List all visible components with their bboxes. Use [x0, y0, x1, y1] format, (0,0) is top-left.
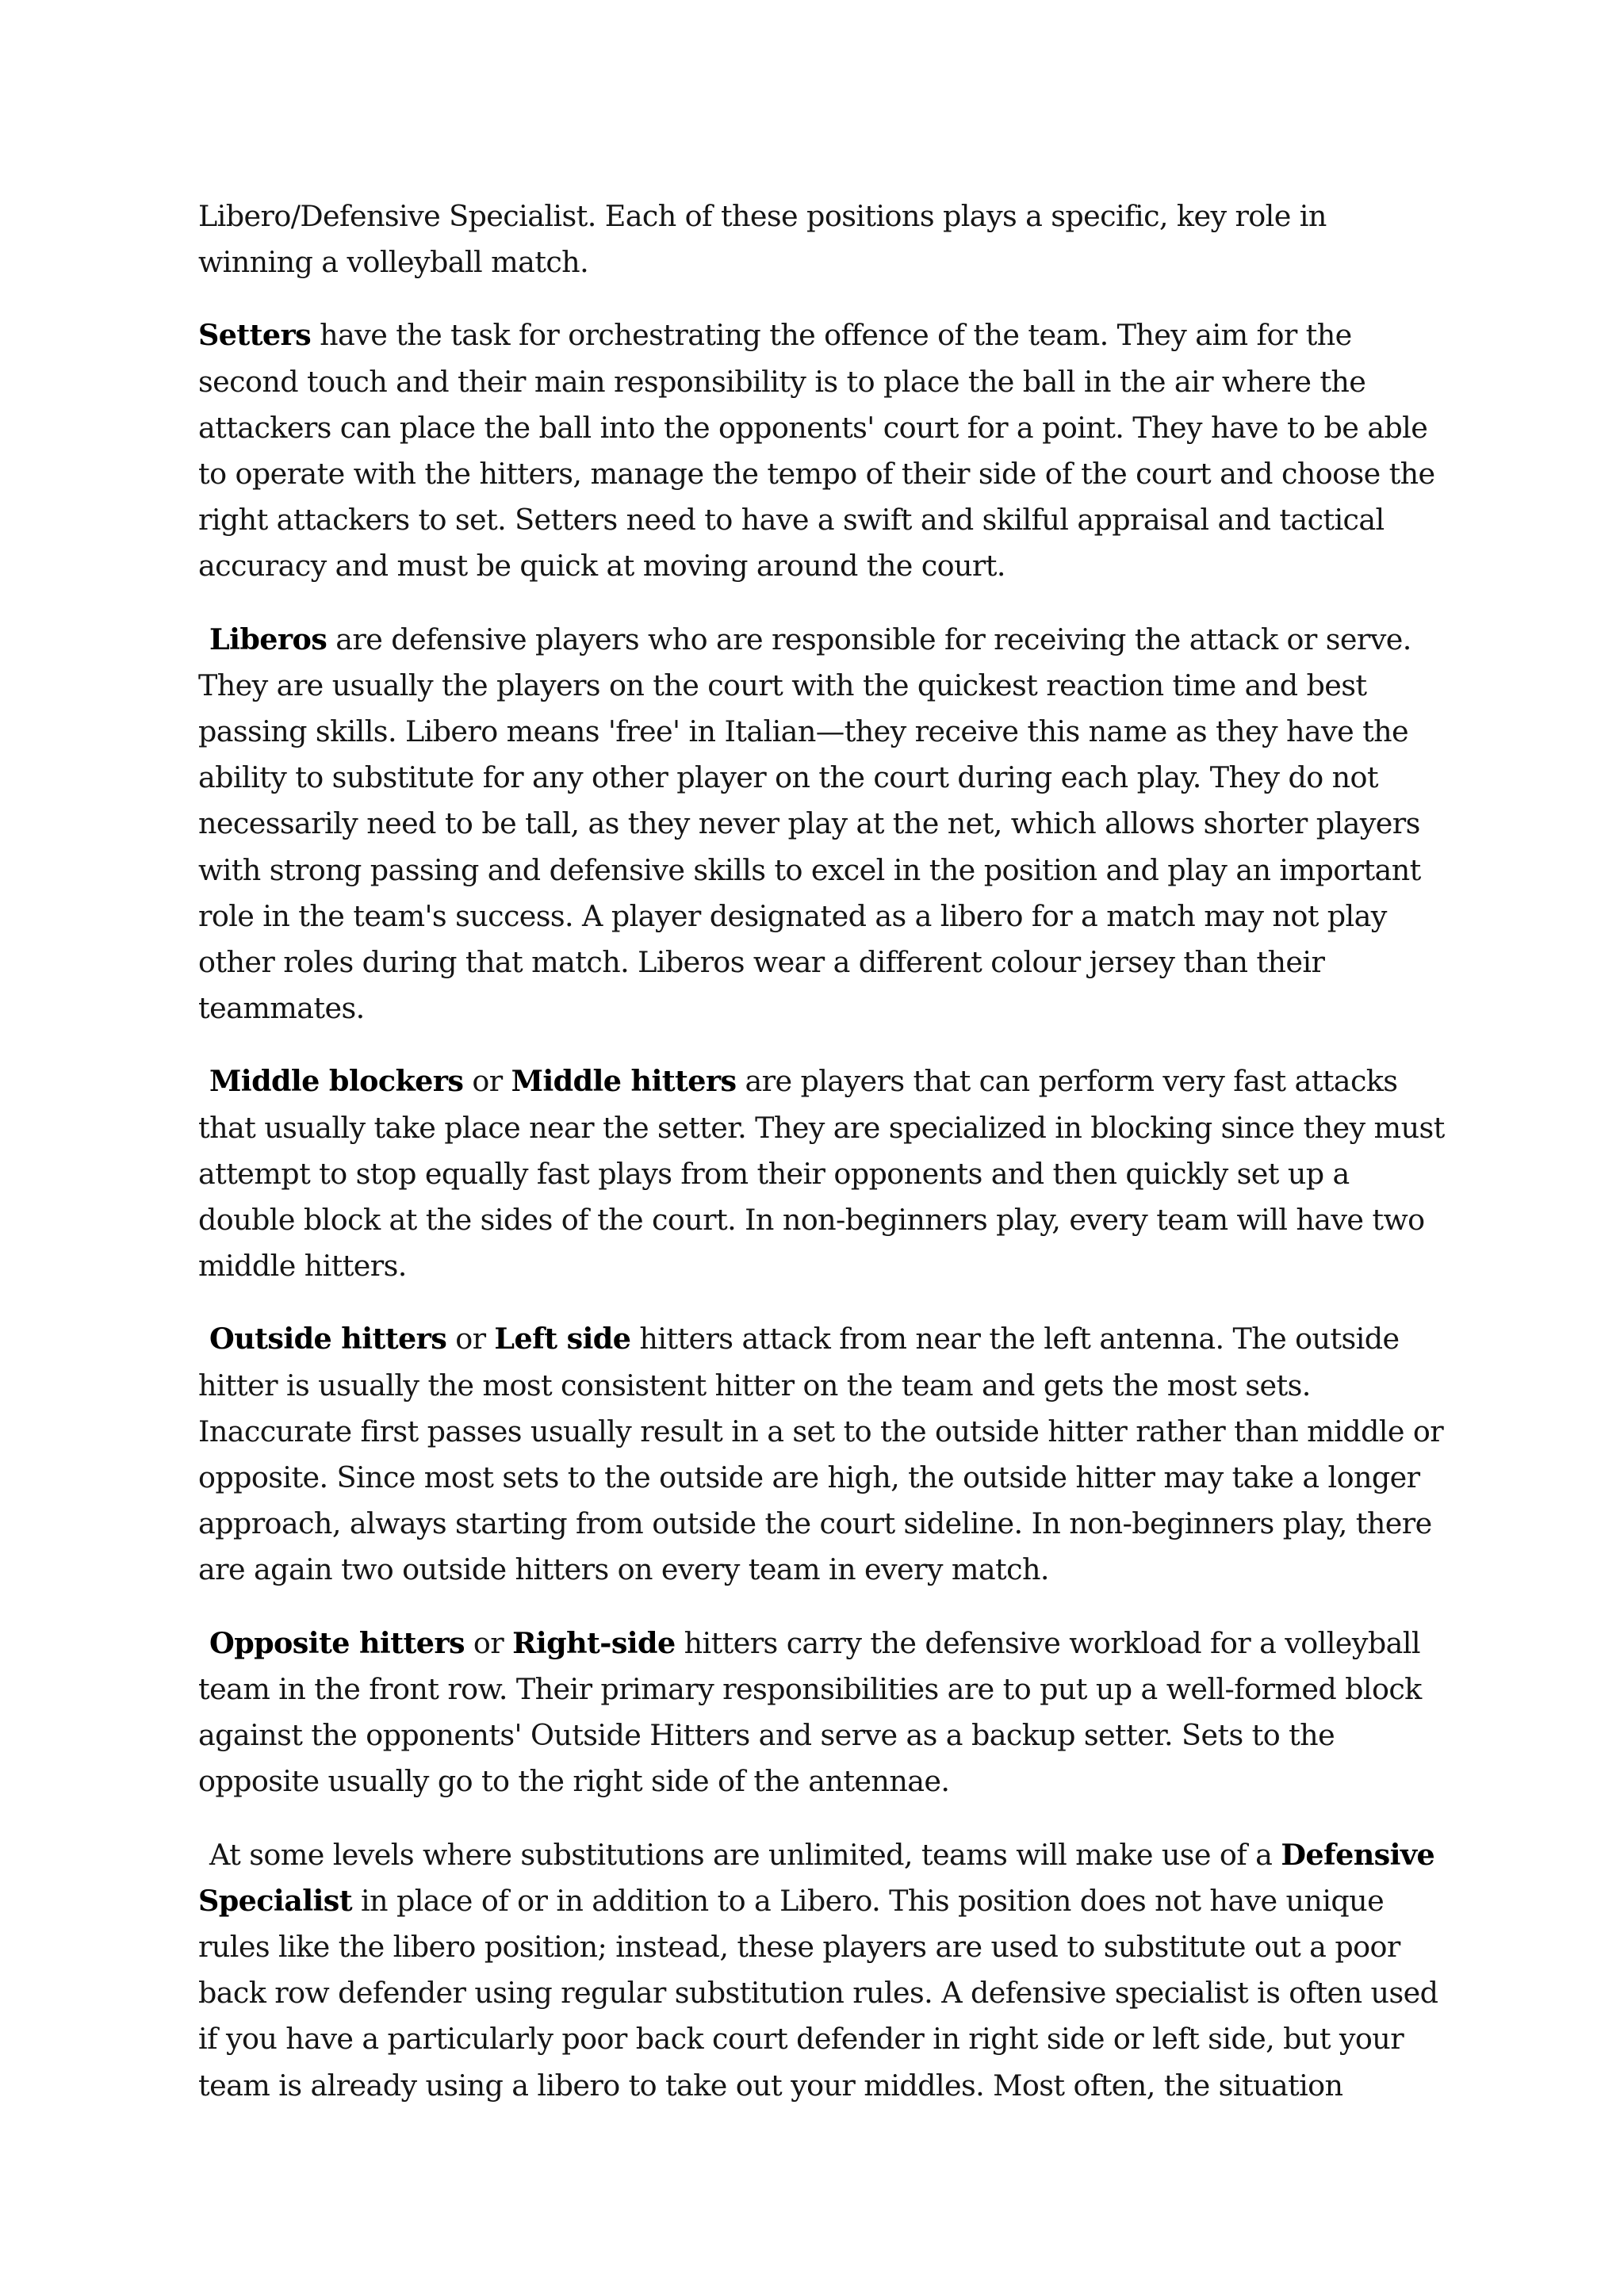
- term-right-side: Right-side: [512, 1625, 676, 1660]
- paragraph-intro-continuation: [198, 193, 1447, 285]
- text-segment: hitters attack from near the left antenna. The outside hitter is usually the most consistent hitter on the team and gets the most sets. Inaccurate first passes usually result in a set to the outside hitter rather than middle or opposite. Since most sets to the outside are high, the outside hitter may take a longer approach, always starting from outside the court sideline. In non-beginners play, there are again two outside hitters on every team in every match.: [198, 1322, 1444, 1587]
- term-left-side: Left side: [494, 1322, 631, 1357]
- text-segment: in place of or in addition to a Libero. This position does not have unique rules like the libero position; instead, these players are used to substitute out a poor back row defender using regular substitution rules. A defensive specialist is often used if you have a particularly poor back court defender in right side or left side, but your team is already using a libero to take out your middles. Most often, the situation: [198, 1883, 1438, 2103]
- paragraph-opposite-hitters: [198, 1621, 1447, 1805]
- text-segment: are players that can perform very fast attacks that usually take place near the setter. They are specialized in blocking since they must attempt to stop equally fast plays from their opponents and then quickly set up a double block at the sides of the court. In non-beginners play, every team will have two middle hitters.: [198, 1064, 1445, 1284]
- term-defensive-specialist: Defensive Specialist: [198, 1837, 1435, 1918]
- paragraph-defensive-specialist: [198, 1832, 1447, 2109]
- text-segment: At some levels where substitutions are unlimited, teams will make use of a: [209, 1837, 1281, 1872]
- term-setters: Setters: [198, 318, 312, 353]
- text-segment: Libero/Defensive Specialist. Each of these positions plays a specific, key role in winning a volleyball match.: [198, 199, 1327, 280]
- paragraph-liberos: [198, 617, 1447, 1032]
- term-liberos: Liberos: [209, 622, 327, 656]
- term-outside-hitters: Outside hitters: [209, 1322, 447, 1357]
- term-middle-blockers: Middle blockers: [209, 1064, 464, 1099]
- document-body: [198, 193, 1447, 2136]
- paragraph-outside-hitters: [198, 1316, 1447, 1593]
- text-segment: hitters carry the defensive workload for a volleyball team in the front row. Their primary responsibilities are to put up a well-formed block against the opponents' Outside Hitters and serve as a backup setter. Sets to the opposite usually go to the right side of the antennae.: [198, 1625, 1422, 1799]
- text-segment: have the task for orchestrating the offence of the team. They aim for the second touch and their main responsibility is to place the ball in the air where the attackers can place the ball into the opponents' court for a point. They have to be able to operate with the hitters, manage the tempo of their side of the court and choose the right attackers to set. Setters need to have a swift and skilful appraisal and tactical accuracy and must be quick at moving around the court.: [198, 318, 1435, 584]
- term-opposite-hitters: Opposite hitters: [209, 1625, 465, 1660]
- term-middle-hitters: Middle hitters: [511, 1064, 737, 1099]
- paragraph-middle-blockers: [198, 1058, 1447, 1289]
- text-segment: or: [464, 1625, 513, 1660]
- text-segment: or: [446, 1322, 495, 1357]
- text-segment: or: [463, 1064, 511, 1099]
- text-segment: are defensive players who are responsible for receiving the attack or serve. They are usually the players on the court with the quickest reaction time and best passing skills. Libero means 'free' in Italian—they receive this name as they have the ability to substitute for any other player on the court during each play. They do not necessarily need to be tall, as they never play at the net, which allows shorter players with strong passing and defensive skills to excel in the position and play an important role in the team's success. A player designated as a libero for a match may not play other roles during that match. Liberos wear a different colour jersey than their teammates.: [198, 622, 1421, 1026]
- paragraph-setters: [198, 312, 1447, 589]
